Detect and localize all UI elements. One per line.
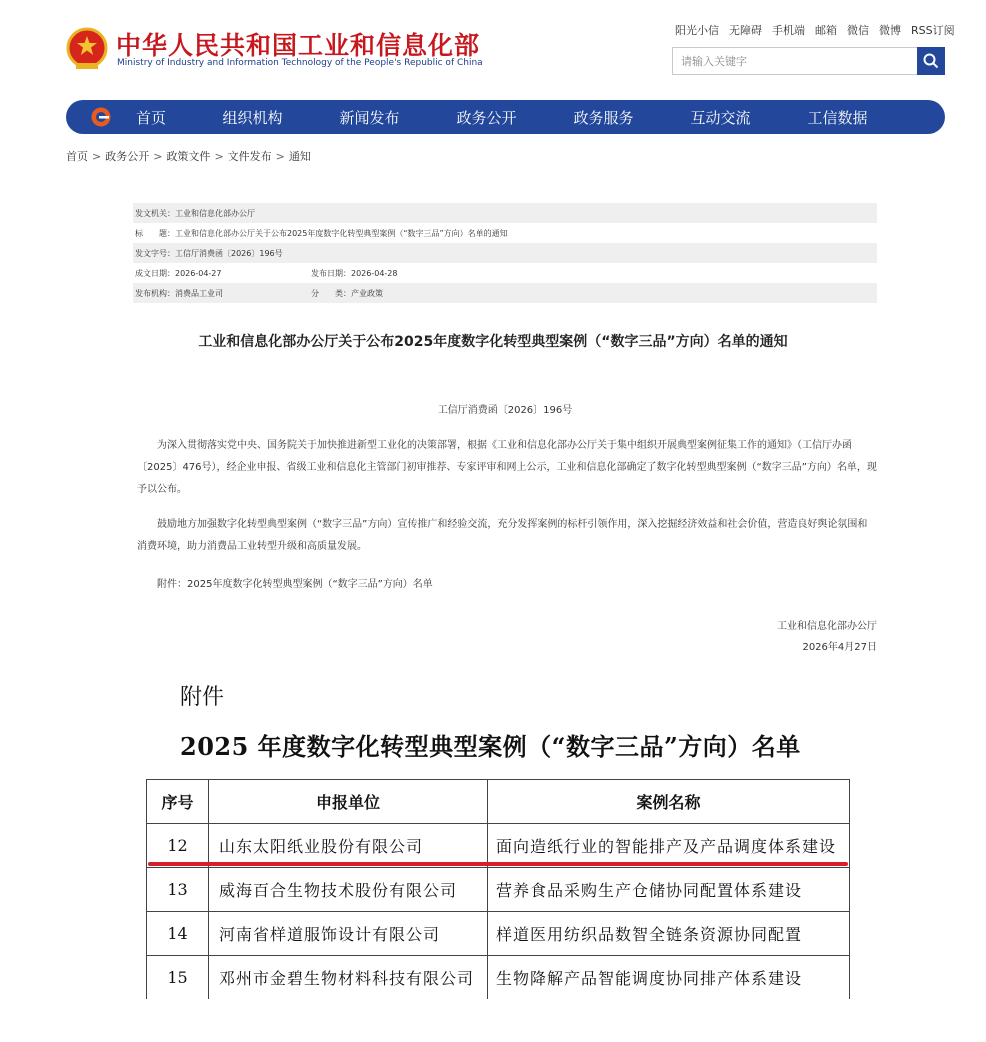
cases-table xyxy=(146,779,850,999)
row-unit: 威海百合生物技术股份有限公司 xyxy=(209,868,488,912)
nav-item-home[interactable]: 首页 xyxy=(136,108,167,127)
top-link-wechat[interactable]: 微信 xyxy=(847,24,869,37)
table-row xyxy=(147,868,850,912)
top-links xyxy=(675,22,955,38)
search-box xyxy=(672,47,945,75)
breadcrumb xyxy=(66,148,311,164)
row-case: 生物降解产品智能调度协同排产体系建设 xyxy=(488,956,850,999)
national-emblem-icon xyxy=(66,27,108,71)
meta-agency-row xyxy=(133,283,877,303)
breadcrumb-file-release[interactable]: 文件发布 xyxy=(227,150,272,163)
search-button[interactable] xyxy=(917,47,945,75)
nav-item-interaction[interactable]: 互动交流 xyxy=(690,108,751,127)
breadcrumb-notice[interactable]: 通知 xyxy=(288,150,311,163)
attachment-label: 附件 xyxy=(180,685,225,710)
search-icon xyxy=(923,53,939,69)
meta-doc-number: 发文字号：工信厅消费函〔2026〕196号 xyxy=(133,243,877,263)
chevron-right-icon: > xyxy=(153,150,163,163)
document-date: 2026年4月27日 xyxy=(802,642,877,653)
meta-category: 分 类：产业政策 xyxy=(311,288,383,298)
row-case: 样道医用纺织品数智全链条资源协同配置 xyxy=(488,912,850,956)
search-input[interactable] xyxy=(673,48,917,74)
meta-agency: 发布机构：消费品工业司 xyxy=(135,288,223,298)
table-row xyxy=(147,824,850,868)
attachment-link[interactable]: 附件：2025年度数字化转型典型案例（“数字三品”方向）名单 xyxy=(157,579,433,590)
site-title[interactable]: 中华人民共和国工业和信息化部 xyxy=(116,31,481,60)
document-signer: 工业和信息化部办公厅 xyxy=(777,621,877,632)
document-title: 工业和信息化部办公厅关于公布2025年度数字化转型典型案例（“数字三品”方向）名单的通知 xyxy=(198,334,788,350)
paragraph-1: 为深入贯彻落实党中央、国务院关于加快推进新型工业化的决策部署，根据《工业和信息化部办公厅关于集中组织开展典型案例征集工作的通知》（工信厅办函〔2025〕476号），经企业申报、省级工业和信息化主管部门初审推荐、专家评审和网上公示，工业和信息化部确定了数字化转型典型案例（“数字三品”方向）名单，现予以公布。 xyxy=(137,440,877,495)
top-link-rss[interactable]: RSS订阅 xyxy=(911,24,955,37)
attachment-title: 2025 年度数字化转型典型案例（“数字三品”方向）名单 xyxy=(180,732,801,761)
row-number: 12 xyxy=(147,824,209,868)
meta-issuer: 发文机关：工业和信息化部办公厅 xyxy=(133,203,877,223)
top-link-accessibility[interactable]: 无障碍 xyxy=(729,24,762,37)
row-number: 13 xyxy=(147,868,209,912)
nav-item-news[interactable]: 新闻发布 xyxy=(339,108,400,127)
highlight-underline xyxy=(148,862,848,866)
column-header-number: 序号 xyxy=(147,780,209,824)
chevron-right-icon: > xyxy=(275,150,285,163)
breadcrumb-home[interactable]: 首页 xyxy=(66,150,88,163)
row-case: 营养食品采购生产仓储协同配置体系建设 xyxy=(488,868,850,912)
meta-written-date: 成文日期：2026-04-27 xyxy=(135,268,222,278)
meta-title: 标 题：工业和信息化部办公厅关于公布2025年度数字化转型典型案例（“数字三品”方向）名单的通知 xyxy=(135,228,508,238)
row-number: 15 xyxy=(147,956,209,999)
nav-item-services[interactable]: 政务服务 xyxy=(573,108,634,127)
miit-logo-icon[interactable] xyxy=(66,100,136,134)
column-header-case: 案例名称 xyxy=(488,780,850,824)
breadcrumb-government-affairs[interactable]: 政务公开 xyxy=(105,150,150,163)
document-meta xyxy=(133,203,877,303)
top-link-sunshine[interactable]: 阳光小信 xyxy=(675,24,719,37)
chevron-right-icon: > xyxy=(92,150,102,163)
meta-dates-row xyxy=(133,263,877,283)
chevron-right-icon: > xyxy=(214,150,224,163)
main-nav xyxy=(66,100,945,134)
row-unit: 河南省样道服饰设计有限公司 xyxy=(209,912,488,956)
row-unit: 山东太阳纸业股份有限公司 xyxy=(209,824,488,868)
row-number: 14 xyxy=(147,912,209,956)
nav-item-data[interactable]: 工信数据 xyxy=(807,108,868,127)
row-unit: 邓州市金碧生物材料科技有限公司 xyxy=(209,956,488,999)
nav-item-government-affairs[interactable]: 政务公开 xyxy=(456,108,517,127)
table-row xyxy=(147,956,850,999)
top-link-mail[interactable]: 邮箱 xyxy=(815,24,837,37)
table-header-row xyxy=(147,780,850,824)
row-case: 面向造纸行业的智能排产及产品调度体系建设 xyxy=(488,824,850,868)
top-link-weibo[interactable]: 微博 xyxy=(879,24,901,37)
table-row xyxy=(147,912,850,956)
top-link-mobile[interactable]: 手机端 xyxy=(772,24,805,37)
nav-item-organization[interactable]: 组织机构 xyxy=(222,108,283,127)
column-header-unit: 申报单位 xyxy=(209,780,488,824)
document-number: 工信厅消费函〔2026〕196号 xyxy=(437,405,573,416)
site-subtitle: Ministry of Industry and Information Technology of the People's Republic of China xyxy=(117,58,483,68)
breadcrumb-policy-files[interactable]: 政策文件 xyxy=(166,150,211,163)
meta-publish-date: 发布日期：2026-04-28 xyxy=(311,268,398,278)
paragraph-2: 鼓励地方加强数字化转型典型案例（“数字三品”方向）宣传推广和经验交流，充分发挥案例的标杆引领作用，深入挖掘经济效益和社会价值，营造良好舆论氛围和消费环境，助力消费品工业转型升级和高质量发展。 xyxy=(137,519,868,552)
